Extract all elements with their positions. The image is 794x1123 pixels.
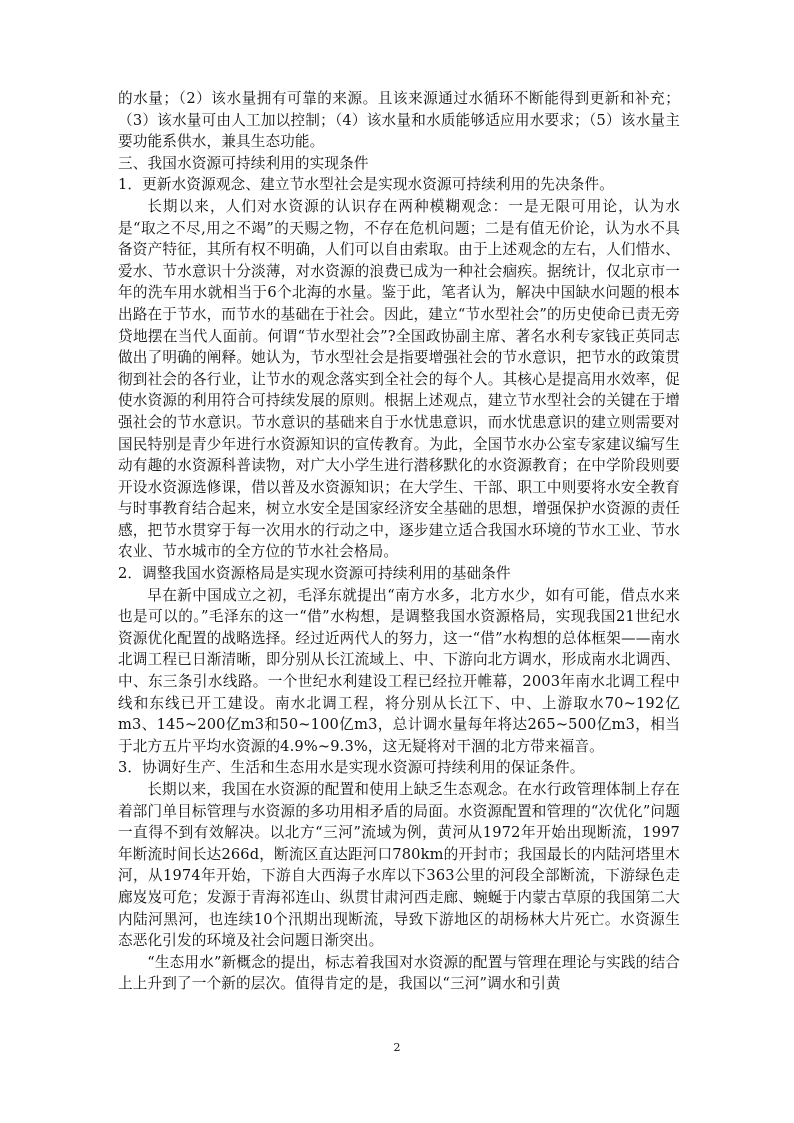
paragraph-water-saving-society: 长期以来，人们对水资源的认识存在两种模糊观念：一是无限可用论，认为水是“取之不尽,用之不竭”的天赐之物，不存在危机问题；二是有值无价论，认为水不具备资产特征，其所有权不明确，人们可以自由索取。由于上述观念的左右，人们惜水、爱水、节水意识十分淡薄，对水资源的浪费已成为一种社会痼疾。据统计，仅北京市一年的洗车用水就相当于6个北海的水量。鉴于此，笔者认为，解决中国缺水问题的根本出路在于节水，而节水的基础在于社会。因此，建立“节水型社会”的历史使命已责无旁贷地摆在当代人面前。何谓“节水型社会”?全国政协副主席、著名水利专家钱正英同志做出了明确的阐释。她认为，节水型社会是指要增强社会的节水意识，把节水的政策贯彻到社会的各行业，让节水的观念落实到全社会的每个人。其核心是提高用水效率，促使水资源的利用符合可持续发展的原则。根据上述观点，建立节水型社会的关键在于增强社会的节水意识。节水意识的基础来自于水忧患意识，而水忧患意识的建立则需要对国民特别是青少年进行水资源知识的宣传教育。为此，全国节水办公室专家建议编写生动有趣的水资源科普读物，对广大小学生进行潜移默化的水资源教育；在中学阶段则要开设水资源选修课，借以普及水资源知识；在大学生、干部、职工中则要将水安全教育与时事教育结合起来，树立水安全是国家经济安全基础的思想，增强保护水资源的责任感，把节水贯穿于每一次用水的行动之中，逐步建立适合我国水环境的节水工业、节水农业、节水城市的全方位的节水社会格局。 <box>118 197 680 561</box>
subsection-heading-3: 3．协调好生产、生活和生态用水是实现水资源可持续利用的保证条件。 <box>118 759 585 777</box>
subsection-heading-2: 2．调整我国水资源格局是实现水资源可持续利用的基础条件 <box>118 565 511 583</box>
continuation-paragraph: 的水量；（2）该水量拥有可靠的来源。且该来源通过水循环不断能得到更新和补充；（3）该水量可由人工加以控制；（4）该水量和水质能够适应用水要求；（5）该水量主要功能系供水，兼具生态功能。 <box>118 90 680 151</box>
subsection-heading-1: 1．更新水资源观念、建立节水型社会是实现水资源可持续利用的先决条件。 <box>118 176 614 194</box>
paragraph-ecological-water-concept: “生态用水”新概念的提出，标志着我国对水资源的配置与管理在理论与实践的结合上上升到了一个新的层次。值得肯定的是，我国以“三河”调水和引黄 <box>118 953 680 993</box>
section-heading: 三、我国水资源可持续利用的实现条件 <box>118 154 369 172</box>
document-body <box>118 88 680 995</box>
page-number: 2 <box>393 1041 401 1054</box>
paragraph-ecological-water: 长期以来，我国在水资源的配置和使用上缺乏生态观念。在水行政管理体制上存在着部门单目标管理与水资源的多功用相矛盾的局面。水资源配置和管理的“次优化”问题一直得不到有效解决。以北方“三河”流域为例，黄河从1972年开始出现断流，1997年断流时间长达266d，断流区直达距河口780km的开封市；我国最长的内陆河塔里木河，从1974年开始，下游自大西海子水库以下363公里的河段全部断流，下游绿色走廊岌岌可危；发源于青海祁连山、纵贯甘肃河西走廊、蜿蜒于内蒙古草原的我国第二大内陆河黑河，也连续10个汛期出现断流，导致下游地区的胡杨林大片死亡。水资源生态恶化引发的环境及社会问题日渐突出。 <box>118 781 680 950</box>
paragraph-south-north-water-transfer: 早在新中国成立之初，毛泽东就提出“南方水多，北方水少，如有可能，借点水来也是可以的。”毛泽东的这一“借”水构想，是调整我国水资源格局，实现我国21世纪水资源优化配置的战略选择。经过近两代人的努力，这一“借”水构想的总体框架——南水北调工程已日渐清晰，即分别从长江流域上、中、下游向北方调水，形成南水北调西、中、东三条引水线路。一个世纪水利建设工程已经拉开帷幕，2003年南水北调工程中线和东线已开工建设。南水北调工程，将分别从长江下、中、上游取水70~192亿m3、145~200亿m3和50~100亿m3，总计调水量每年将达265~500亿m3，相当于北方五片平均水资源的4.9%~9.3%，这无疑将对干涸的北方带来福音。 <box>118 586 680 755</box>
